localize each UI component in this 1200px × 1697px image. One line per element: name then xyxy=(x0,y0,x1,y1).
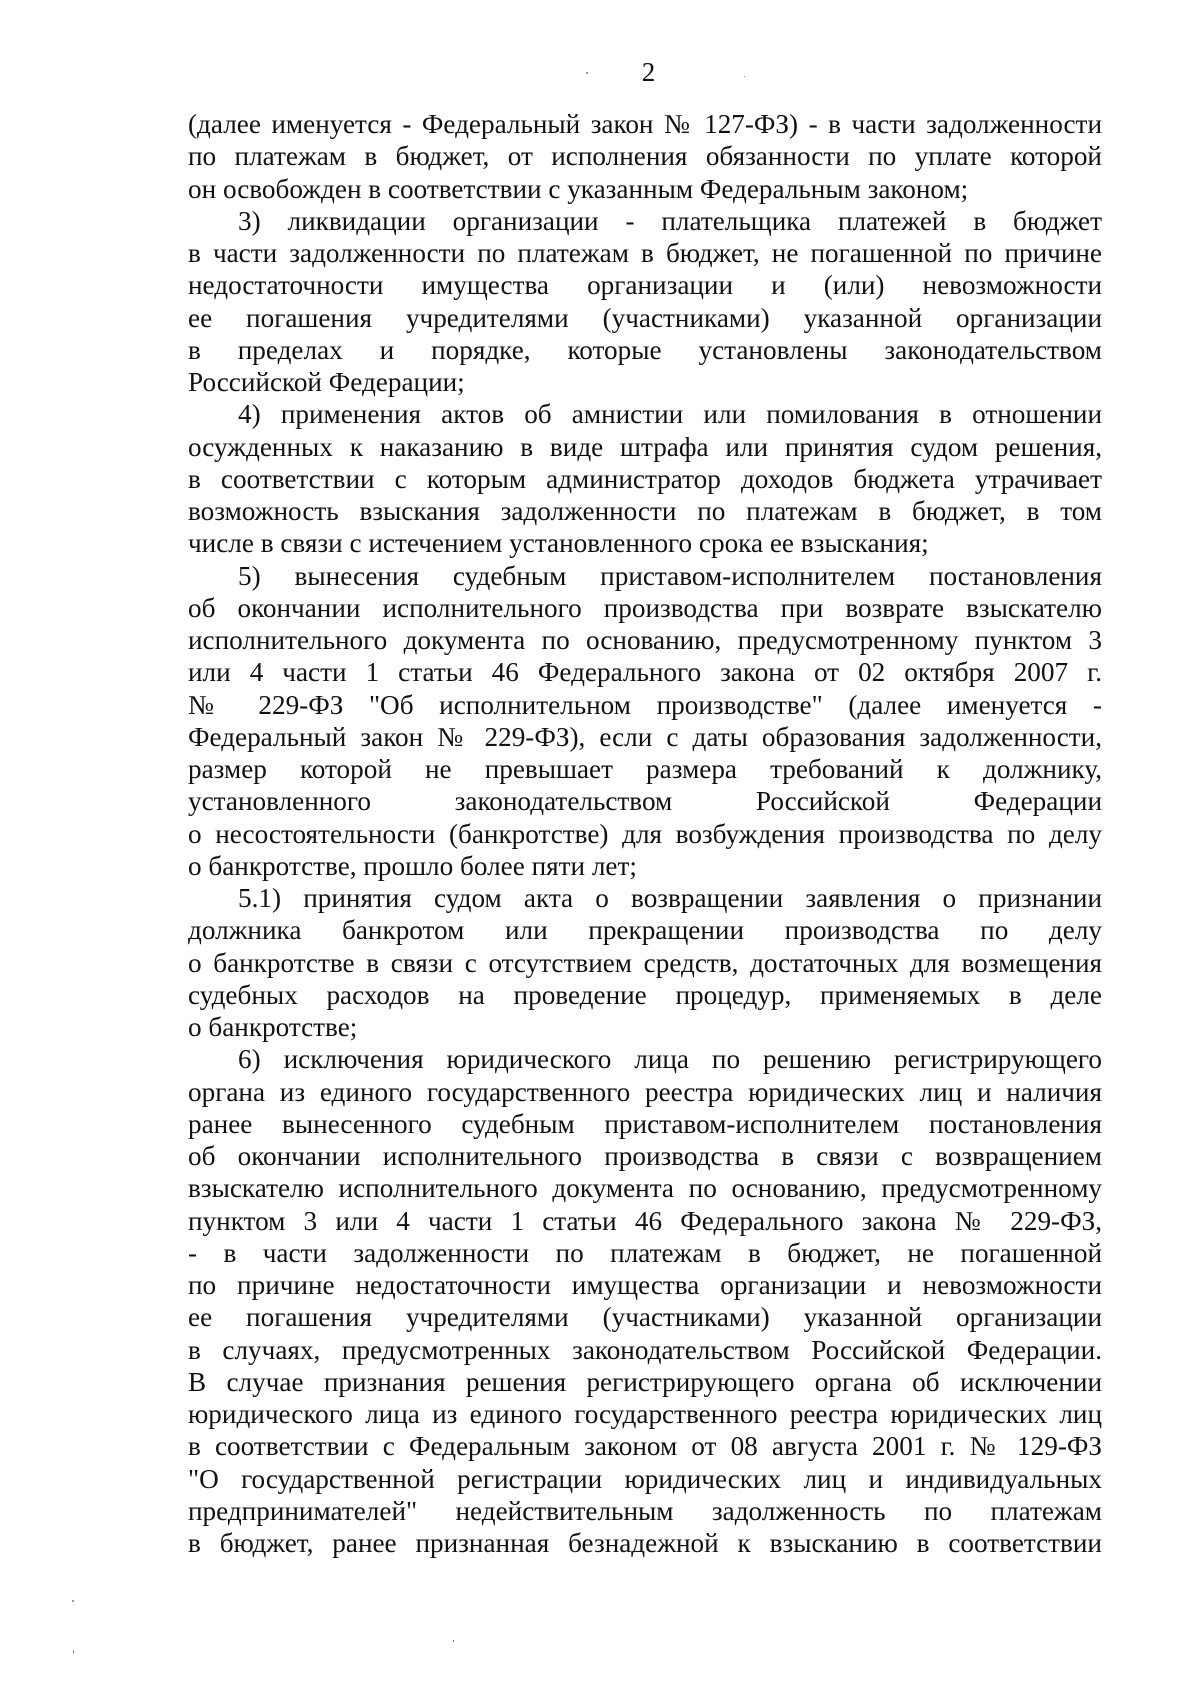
scan-speck xyxy=(453,1640,454,1642)
text-line: В случае признания решения регистрирующего органа об исключении xyxy=(188,1366,1102,1397)
text-line: об окончании исполнительного производства при возврате взыскателю xyxy=(188,592,1102,623)
text-line: № 229-ФЗ "Об исполнительном производстве" (далее именуется - xyxy=(188,689,1102,720)
scan-speck xyxy=(72,1600,74,1602)
text-line: ее погашения учредителями (участниками) указанной организации xyxy=(188,1302,1102,1333)
text-line: в части задолженности по платежам в бюджет, не погашенной по причине xyxy=(188,238,1102,268)
text-line: возможность взыскания задолженности по платежам в бюджет, в том xyxy=(188,496,1102,526)
text-line: ее погашения учредителями (участниками) указанной организации xyxy=(188,302,1102,333)
text-line: должника банкротом или прекращении производства по делу xyxy=(188,915,1102,946)
text-line: (далее именуется - Федеральный закон № 127-ФЗ) - в части задолженности xyxy=(188,109,1102,139)
text-line: по причине недостаточности имущества организации и невозможности xyxy=(188,1270,1102,1300)
text-line: предпринимателей" недействительным задолженность по платежам xyxy=(188,1495,1102,1526)
text-line: он освобожден в соответствии с указанным Федеральным законом; xyxy=(188,173,969,204)
text-line: Российской Федерации; xyxy=(188,367,465,397)
text-line: о несостоятельности (банкротстве) для возбуждения производства по делу xyxy=(188,818,1102,849)
text-line: о банкротстве, прошло более пяти лет; xyxy=(188,850,637,881)
text-line: 6) исключения юридического лица по решению регистрирующего xyxy=(238,1044,1102,1075)
text-line: взыскателю исполнительного документа по основанию, предусмотренному xyxy=(188,1173,1102,1204)
text-line: ранее вынесенного судебным приставом-исполнителем постановления xyxy=(188,1108,1102,1139)
text-line: 5.1) принятия судом акта о возвращении заявления о признании xyxy=(238,883,1102,913)
text-line: 5) вынесения судебным приставом-исполнителем постановления xyxy=(238,560,1102,591)
text-line: осужденных к наказанию в виде штрафа или принятия судом решения, xyxy=(188,431,1102,462)
scan-speck xyxy=(586,72,588,74)
text-line: по платежам в бюджет, от исполнения обязанности по уплате которой xyxy=(188,141,1102,172)
text-line: исполнительного документа по основанию, предусмотренному пунктом 3 xyxy=(188,625,1102,655)
text-line: судебных расходов на проведение процедур, применяемых в деле xyxy=(188,979,1102,1010)
scan-speck xyxy=(744,76,745,77)
text-line: Федеральный закон № 229-ФЗ), если с даты образования задолженности, xyxy=(188,721,1102,752)
document-body xyxy=(188,108,1102,1559)
text-line: установленного законодательством Российской Федерации xyxy=(188,786,1102,817)
text-line: "О государственной регистрации юридических лиц и индивидуальных xyxy=(188,1463,1102,1494)
text-line: в соответствии с которым администратор доходов бюджета утрачивает xyxy=(188,463,1102,494)
text-line: в бюджет, ранее признанная безнадежной к взысканию в соответствии xyxy=(188,1528,1102,1558)
text-line: о банкротстве в связи с отсутствием средств, достаточных для возмещения xyxy=(188,947,1102,978)
text-line: недостаточности имущества организации и (или) невозможности xyxy=(188,270,1102,301)
page-number: 2 xyxy=(641,57,656,87)
text-line: 3) ликвидации организации - плательщика платежей в бюджет xyxy=(238,205,1102,236)
text-line: размер которой не превышает размера требований к должнику, xyxy=(188,754,1102,784)
text-line: юридического лица из единого государственного реестра юридических лиц xyxy=(188,1399,1102,1429)
text-line: в соответствии с Федеральным законом от 08 августа 2001 г. № 129-ФЗ xyxy=(188,1431,1102,1462)
text-line: числе в связи с истечением установленного срока ее взыскания; xyxy=(188,528,929,559)
text-line: о банкротстве; xyxy=(188,1012,358,1042)
text-line: в случаях, предусмотренных законодательством Российской Федерации. xyxy=(188,1334,1102,1365)
text-line: или 4 части 1 статьи 46 Федерального закона от 02 октября 2007 г. xyxy=(188,657,1102,688)
text-line: - в части задолженности по платежам в бюджет, не погашенной xyxy=(188,1237,1102,1268)
text-line: об окончании исполнительного производства в связи с возвращением xyxy=(188,1141,1102,1171)
text-line: в пределах и порядке, которые установлены законодательством xyxy=(188,334,1102,365)
text-line: органа из единого государственного реестра юридических лиц и наличия xyxy=(188,1076,1102,1107)
scan-speck xyxy=(73,1650,74,1653)
text-line: 4) применения актов об амнистии или помилования в отношении xyxy=(238,399,1102,430)
text-line: пунктом 3 или 4 части 1 статьи 46 Федерального закона № 229-ФЗ, xyxy=(188,1205,1102,1236)
